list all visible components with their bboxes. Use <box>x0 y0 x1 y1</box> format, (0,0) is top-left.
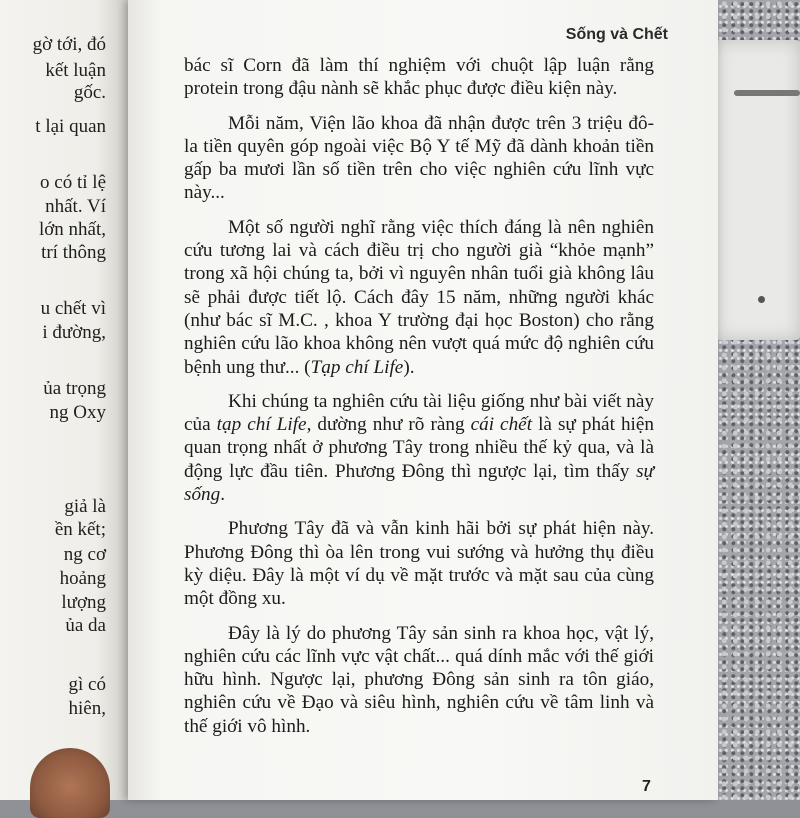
book-page <box>128 0 718 800</box>
left-page-line: ủa trọng <box>43 378 106 399</box>
left-page-line: o có tỉ lệ <box>40 172 106 193</box>
italic-text: tạp chí Life <box>216 414 307 436</box>
left-page-line: nhất. Ví <box>45 196 106 217</box>
paragraph: Phương Tây đã và vẫn kinh hãi bởi sự phát hiện này. Phương Đông thì òa lên trong vui sướng và hưởng thụ điều kỳ diệu. Đây là một ví dụ về mặt trước và mặt sau của cùng một đồng xu. <box>184 518 654 610</box>
left-page-line: u chết vì <box>40 298 106 319</box>
paragraph-text: ). <box>403 356 415 378</box>
page-number: 7 <box>642 778 651 795</box>
paragraph: bác sĩ Corn đã làm thí nghiệm với chuột lập luận rằng protein trong đậu nành sẽ khắc phục được điều kiện này. <box>184 55 654 100</box>
paragraph-text: là sự phát hiện quan trọng nhất ở phương Tây trong nhiều thế kỷ qua, và là động lực đầu tiên. Phương Đông thì ngược lại, tìm thấy <box>184 414 654 482</box>
left-page-line: lớn nhất, <box>38 219 106 240</box>
paragraph <box>184 216 654 379</box>
paragraph: Đây là lý do phương Tây sản sinh ra khoa học, vật lý, nghiên cứu các lĩnh vực vật chất... quá dính mắc với thế giới hữu hình. Ngược lại, phương Đông sản sinh ra tôn giáo, nghiên cứu về Đạo và siêu hình, nghiên cứu về tâm linh và thế giới vô hình. <box>184 622 654 737</box>
left-page-line: giả là <box>64 496 106 517</box>
left-page-line: gốc. <box>73 82 106 103</box>
paragraph-text: Khi chúng ta nghiên cứu tài liệu giống như bài viết này của <box>184 390 654 436</box>
object-hole <box>758 296 765 303</box>
left-page-line: t lại quan <box>35 116 106 137</box>
left-page-line: ền kết; <box>54 519 106 540</box>
body-text <box>184 54 654 738</box>
paragraph <box>184 390 654 506</box>
italic-text: cái chết <box>470 414 533 436</box>
italic-text: Tạp chí Life <box>310 356 404 378</box>
left-page-line: lượng <box>61 592 106 613</box>
left-page-line: hoảng <box>59 568 106 589</box>
left-page-line: ng cơ <box>63 544 106 565</box>
left-page-line: ng Oxy <box>49 402 106 423</box>
left-page-line: i đường, <box>42 322 106 343</box>
left-page-line: kết luận <box>45 60 106 81</box>
paragraph: Mỗi năm, Viện lão khoa đã nhận được trên 3 triệu đô-la tiền quyên góp ngoài việc Bộ Y tế Mỹ đã dành khoản tiền gấp ba mươi lần số tiền trên cho việc nghiên cứu lĩnh vực này... <box>184 112 654 204</box>
paragraph-text: . <box>220 484 226 506</box>
left-page-line: ủa da <box>65 615 106 636</box>
left-facing-page <box>0 0 128 800</box>
left-page-line: gờ tới, đó <box>32 34 106 55</box>
left-page-line: hiên, <box>68 698 106 719</box>
object-slot <box>734 90 800 96</box>
left-page-line: gì có <box>68 674 106 695</box>
paragraph-text: , dường như rõ ràng <box>306 414 471 436</box>
white-object <box>716 40 800 340</box>
thumb <box>30 748 110 818</box>
italic-text: sự sống <box>184 460 654 506</box>
left-page-line: trí thông <box>41 242 106 263</box>
paragraph-text: Một số người nghĩ rằng việc thích đáng là nên nghiên cứu tương lai và cách điều trị cho người già “khỏe mạnh” trong xã hội chúng ta, bởi vì nguyên nhân tuổi già không lâu sẽ phải được tiết lộ. Cách đây 15 năm, những người khác (như bác sĩ M.C. , khoa Y trường đại học Boston) cho rằng nghiên cứu lão khoa không nên vượt quá mức độ nghiên cứu bệnh ung thư... ( <box>184 216 654 378</box>
running-head: Sống và Chết <box>565 26 668 43</box>
